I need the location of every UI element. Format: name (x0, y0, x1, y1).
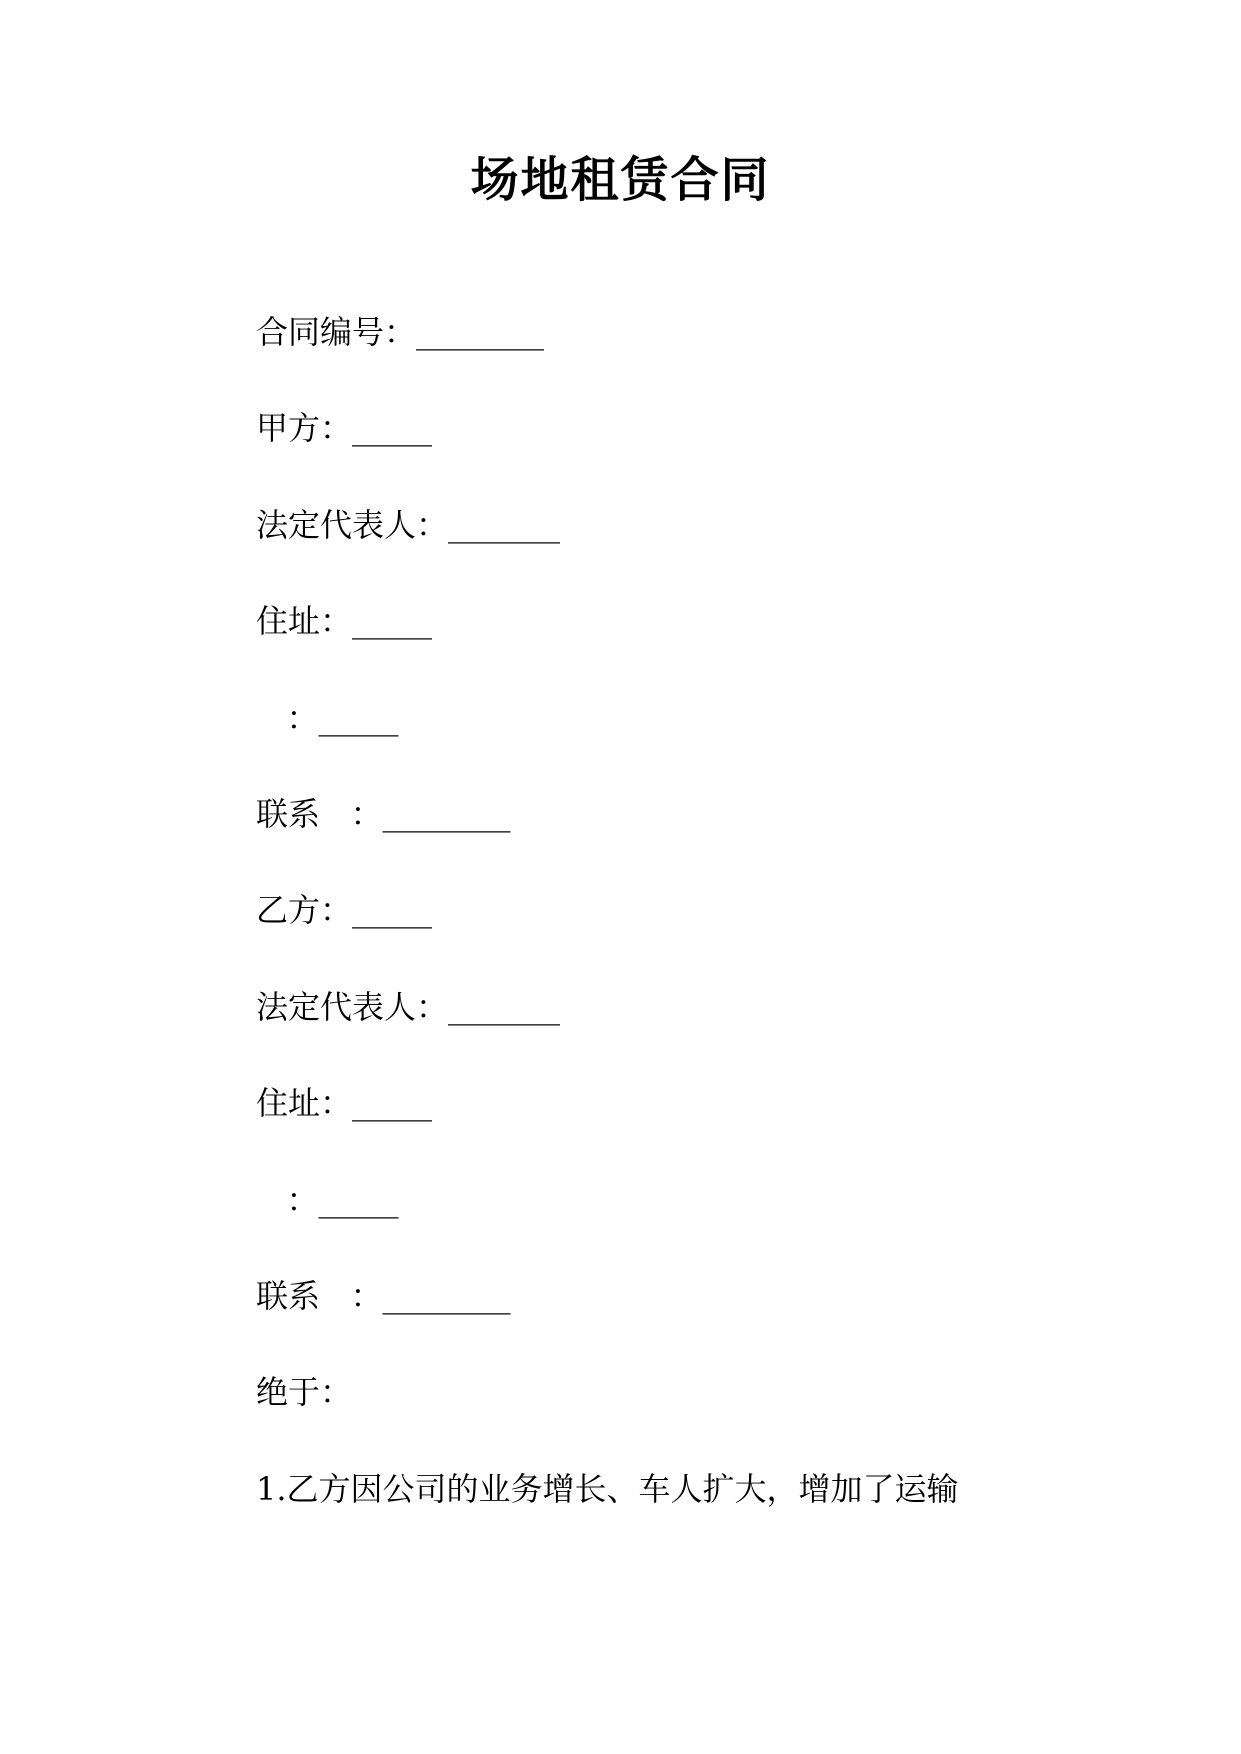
clause-1-paragraph: 1.乙方因公司的业务增长、车人扩大，增加了运输 (256, 1470, 959, 1508)
party-a-legal-rep-field: 法定代表人：_______ (256, 506, 561, 544)
party-a-address-field: 住址：_____ (256, 602, 433, 640)
party-a-field: 甲方：_____ (256, 409, 433, 447)
contract-number-field: 合同编号：________ (256, 313, 545, 351)
party-a-blank-label-field: ：_____ (256, 699, 399, 737)
party-b-field: 乙方：_____ (256, 891, 433, 929)
whereas-heading: 绝于： (256, 1373, 353, 1411)
party-b-address-field: 住址：_____ (256, 1084, 433, 1122)
party-b-contact-field: 联系 ：________ (256, 1277, 511, 1315)
party-b-blank-label-field: ：_____ (256, 1181, 399, 1219)
party-a-contact-field: 联系 ：________ (256, 795, 511, 833)
party-b-legal-rep-field: 法定代表人：_______ (256, 988, 561, 1026)
document-title: 场地租赁合同 (470, 152, 771, 208)
